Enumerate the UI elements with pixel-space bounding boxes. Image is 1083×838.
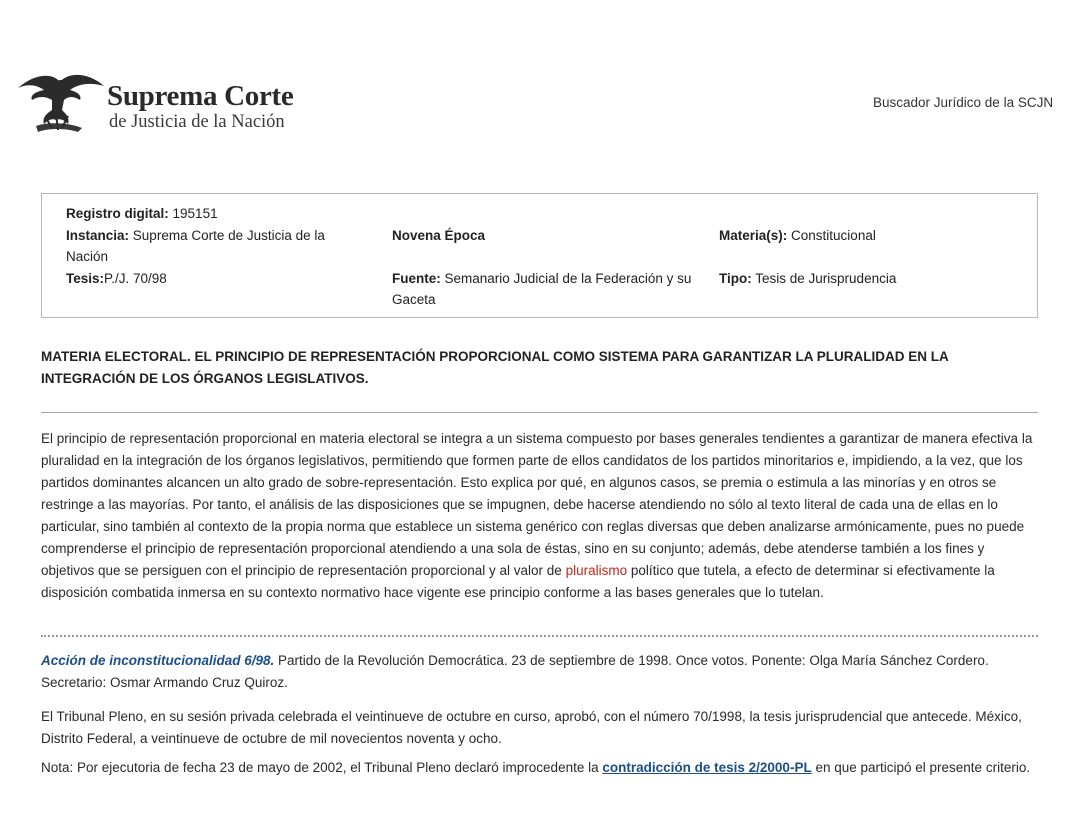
site-name-link[interactable]: Buscador Jurídico de la SCJN [873,95,1054,110]
page-header [0,0,1083,160]
precedent-paragraph [41,650,1041,694]
approval-paragraph: El Tribunal Pleno, en su sesión privada celebrada el veintinueve de octubre en curso, aprobó, con el número 70/1998, la tesis jurisprudencial que antecede. México, Distrito Federal, a veintinueve de octubre de mil novecientos noventa y ocho. [41,709,1022,746]
registro-digital [66,203,218,224]
nota-paragraph [41,757,1041,779]
materia-value: Constitucional [791,228,876,243]
tipo-label: Tipo: [719,271,752,286]
logo-title: Suprema Corte [107,80,294,112]
tipo-value: Tesis de Jurisprudencia [755,271,897,286]
dotted-divider [41,635,1038,637]
contradiccion-link[interactable]: contradicción de tesis 2/2000-PL [602,760,812,775]
thesis-title: MATERIA ELECTORAL. EL PRINCIPIO DE REPRESENTACIÓN PROPORCIONAL COMO SISTEMA PARA GARANTIZAR LA PLURALIDAD EN LA INTEGRACIÓN DE LOS ÓRGANOS LEGISLATIVOS. [41,349,949,386]
instancia-value: Suprema Corte de Justicia de la Nación [66,228,325,264]
tesis-label: Tesis: [66,271,105,286]
scjn-logo[interactable] [16,66,294,136]
tesis [66,268,167,289]
materia-label: Materia(s): [719,228,788,243]
divider [41,412,1038,413]
precedent-details: Partido de la Revolución Democrática. 23 de septiembre de 1998. Once votos. Ponente: Olga María Sánchez Cordero. Secretario: Osmar Armando Cruz Quiroz. [41,653,989,690]
registro-value: 195151 [172,206,218,221]
registro-label: Registro digital: [66,206,169,221]
materia [719,225,876,246]
body-text-before: El principio de representación proporcional en materia electoral se integra a un sistema compuesto por bases generales tendientes a garantizar de manera efectiva la pluralidad en la integración de los órganos legislativos, permitiendo que formen parte de ellos candidatos de los partidos minoritarios e, impidiendo, a la vez, que los partidos dominantes alcancen un alto grado de sobre-representación. Esto explica por qué, en algunos casos, se premia o estimula a las minorías y en otros se restringe a las mayorías. Por tanto, el análisis de las disposiciones que se impugnen, debe hacerse atendiendo no sólo al texto literal de cada una de ellas en lo particular, sino también al contexto de la propia norma que establece un sistema genérico con reglas diversas que deben analizarse armónicamente, pues no puede comprenderse el principio de representación proporcional atendiendo a una sola de éstas, sino en su conjunto; además, debe atenderse también a los fines y objetivos que se persiguen con el principio de representación proporcional y al valor de [41,431,1033,578]
nota-text-before: Nota: Por ejecutoria de fecha 23 de mayo de 2002, el Tribunal Pleno declaró improcedente la [41,760,603,775]
thesis-body [41,428,1041,604]
fuente-label: Fuente: [392,271,441,286]
logo-subtitle: de Justicia de la Nación [109,112,285,132]
accion-link[interactable]: Acción de inconstitucionalidad 6/98. [41,653,275,668]
tipo [719,268,896,289]
epoca-value: Novena Época [392,228,486,243]
nota-text-after: en que participó el presente criterio. [811,760,1031,775]
fuente [392,268,692,310]
instancia-label: Instancia: [66,228,130,243]
thesis-metadata-box [41,193,1038,318]
instancia [66,225,366,267]
tesis-value: P./J. 70/98 [104,271,167,286]
epoca [392,225,485,246]
fuente-value: Semanario Judicial de la Federación y su Gaceta [392,271,692,307]
body-text-after: político que tutela, a efecto de determinar si efectivamente la disposición combatida inmersa en su contexto normativo hace vigente ese principio conforme a las bases generales que lo tutelan. [41,563,995,600]
highlighted-term: pluralismo [565,563,628,578]
eagle-emblem-icon [16,66,106,136]
